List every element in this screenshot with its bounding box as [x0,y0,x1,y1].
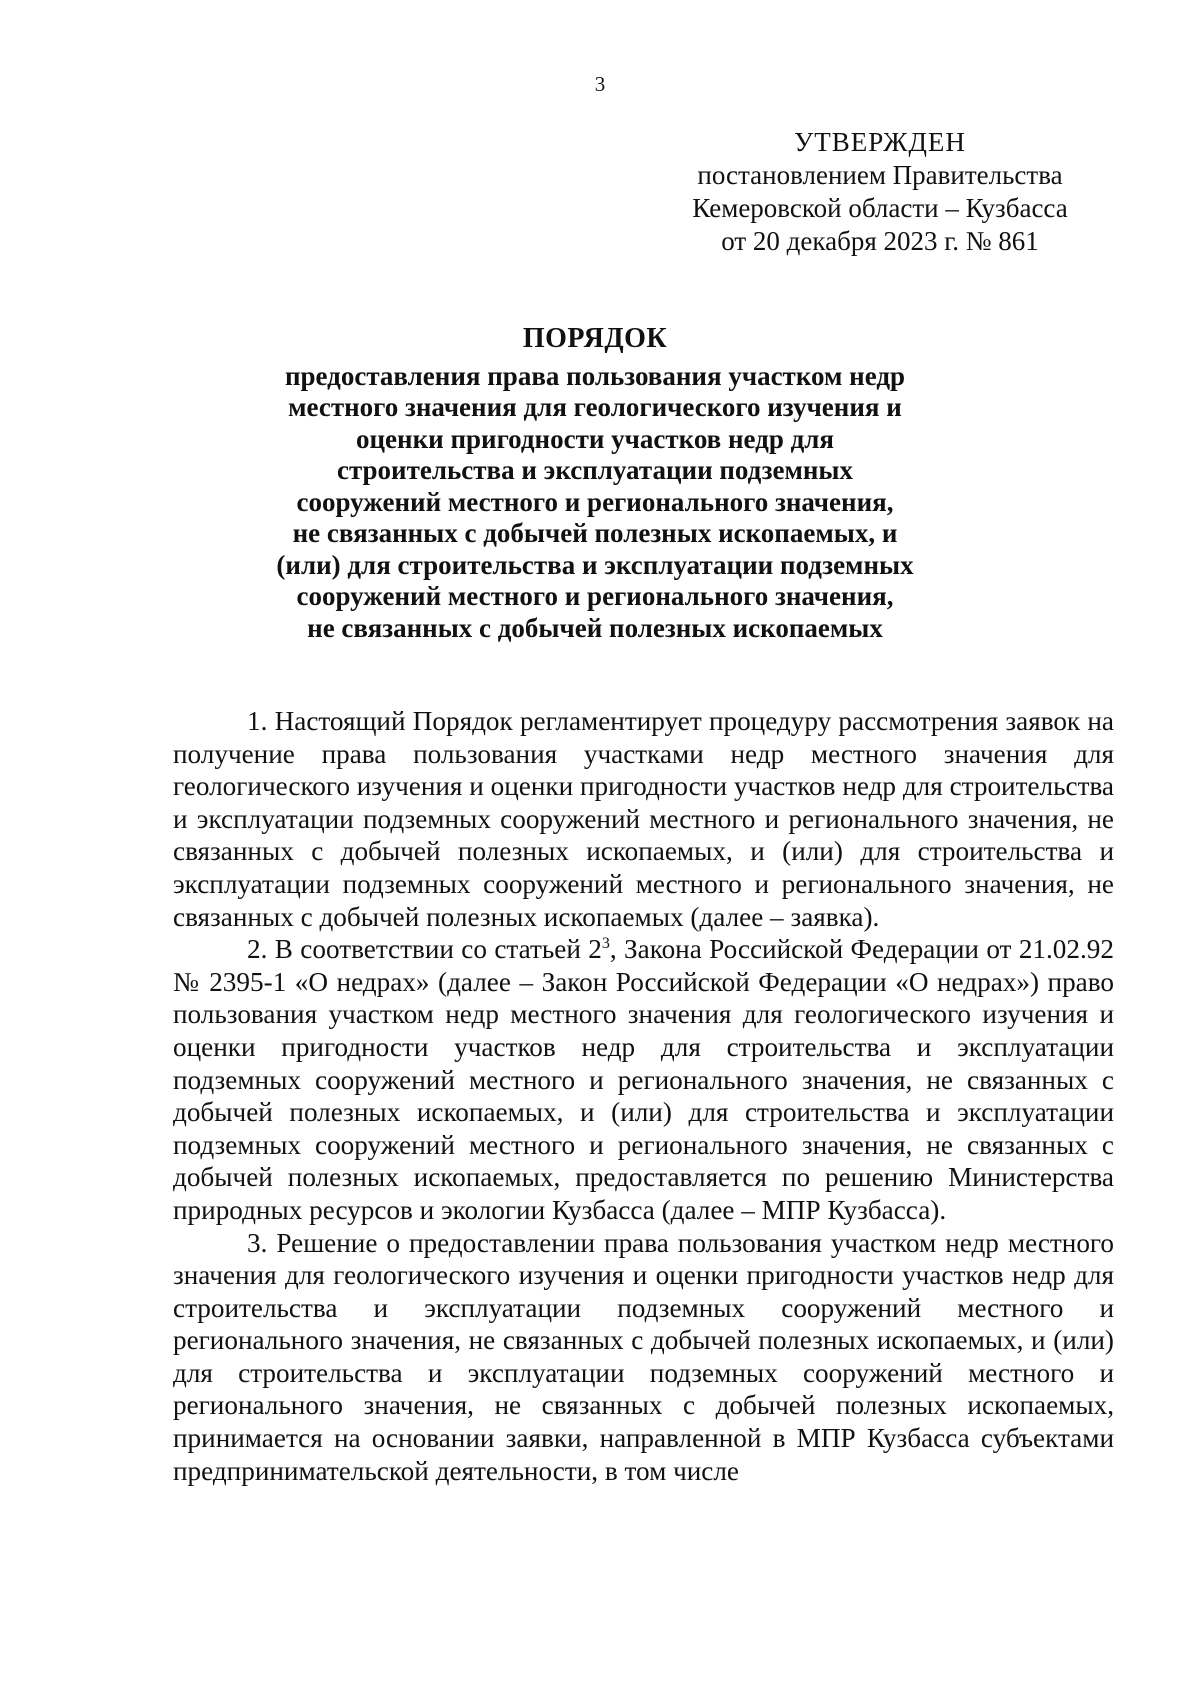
approval-line-1: постановлением Правительства [697,160,1063,190]
paragraph-2-rest: , Закона Российской Федерации от 21.02.92 № 2395-1 «О недрах» (далее – Закон Российской Федерации «О недрах») право пользования участком недр местного значения для геологического изучения и оценки пригодности участков недр для строительства и эксплуатации подземных сооружений местного и регионального значения, не связанных с добычей полезных ископаемых, и (или) для строительства и эксплуатации подземных сооружений местного и регионального значения, не связанных с добычей полезных ископаемых, предоставляется по решению Министерства природных ресурсов и экологии Кузбасса (далее – МПР Кузбасса). [173,934,1114,1225]
title-line: не связанных с добычей полезных ископаемых [307,612,883,643]
title-line: оценки пригодности участков недр для [355,423,835,454]
approval-block [660,126,1100,258]
title-main: ПОРЯДОК [522,323,668,354]
title-line: (или) для строительства и эксплуатации подземных [276,549,914,580]
approval-line-3: от 20 декабря 2023 г. № 861 [721,226,1039,256]
paragraph-3: 3. Решение о предоставлении права пользования участком недр местного значения для геологического изучения и оценки пригодности участков недр для строительства и эксплуатации подземных сооружений местного и регионального значения, не связанных с добычей полезных ископаемых, и (или) для строительства и эксплуатации подземных сооружений местного и регионального значения, не связанных с добычей полезных ископаемых, принимается на основании заявки, направленной в МПР Кузбасса субъектами предпринимательской деятельности, в том числе [173,1227,1114,1486]
document-body [173,705,1114,1487]
title-line: предоставления права пользования участком недр [284,360,906,391]
title-line: не связанных с добычей полезных ископаемых, и [292,518,898,548]
document-title [240,323,950,644]
paragraph-1: 1. Настоящий Порядок регламентирует процедуру рассмотрения заявок на получение права пользования участками недр местного значения для геологического изучения и оценки пригодности участков недр для строительства и эксплуатации подземных сооружений местного и регионального значения, не связанных с добычей полезных ископаемых, и (или) для строительства и эксплуатации подземных сооружений местного и регионального значения, не связанных с добычей полезных ископаемых (далее – заявка). [173,706,1114,932]
paragraph-2 [173,933,1114,1226]
title-line: сооружений местного и регионального значения, [296,486,894,517]
title-line: сооружений местного и регионального значения, [296,581,894,611]
paragraph-2-start: 2. В соответствии со статьей 2 [247,934,602,965]
approval-line-2: Кемеровской области – Кузбасса [692,193,1068,223]
title-line: строительства и эксплуатации подземных [336,455,854,485]
approval-heading: УТВЕРЖДЕН [794,127,966,157]
article-superscript: 3 [601,935,610,953]
page-number: 3 [594,72,606,96]
title-line: местного значения для геологического изучения и [288,392,902,422]
